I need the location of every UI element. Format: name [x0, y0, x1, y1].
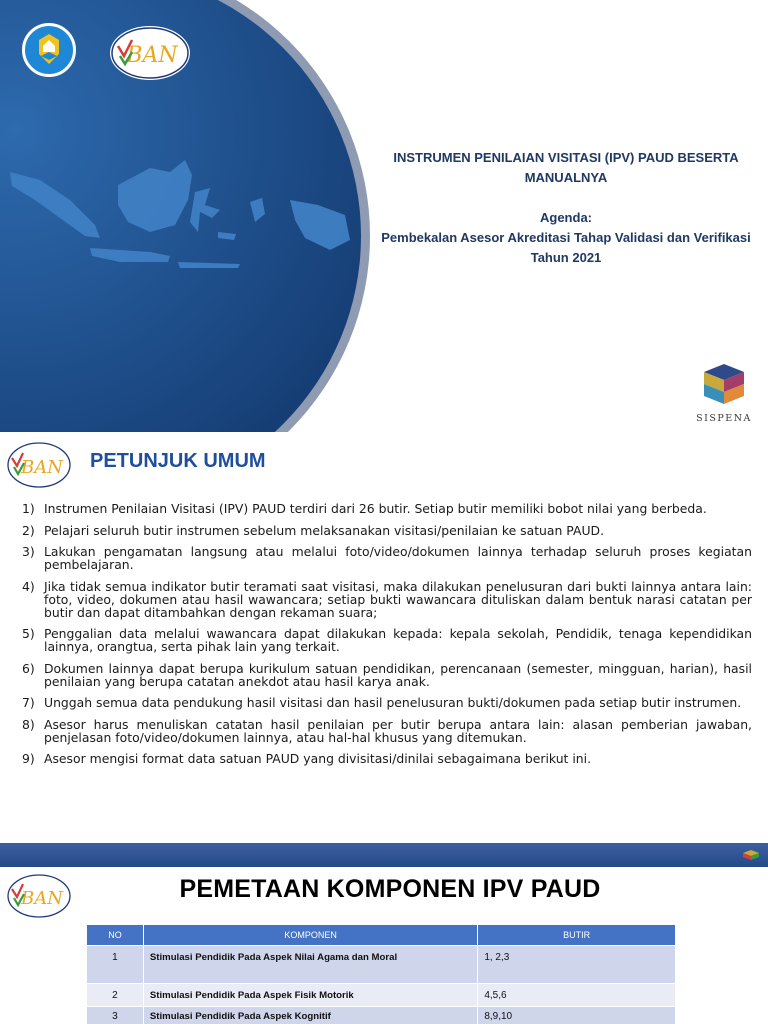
item-number: 6): [22, 660, 35, 676]
slide-title: [0, 875, 768, 904]
instruction-list: [22, 502, 752, 774]
instruction-item: [22, 524, 752, 537]
section-heading: PETUNJUK UMUM: [90, 450, 266, 472]
ban-logo: [6, 440, 72, 490]
cell-butir: 4,5,6: [478, 984, 676, 1007]
slide-header-bar: [0, 843, 768, 867]
table-header-row: [87, 925, 676, 946]
item-text: Lakukan pengamatan langsung atau melalui foto/video/dokumen lainnya terhadap seluruh proses kegiatan pembelajaran.: [44, 544, 752, 572]
ban-logo-text: BAN: [126, 43, 178, 68]
cell-komponen: Stimulasi Pendidik Pada Aspek Nilai Agama dan Moral: [143, 946, 477, 984]
cell-butir: 1, 2,3: [478, 946, 676, 984]
sispena-logo: [690, 362, 758, 424]
petunjuk-umum-slide: [0, 432, 768, 840]
column-header-butir: BUTIR: [478, 925, 676, 946]
item-text: Instrumen Penilaian Visitasi (IPV) PAUD terdiri dari 26 butir. Setiap butir memiliki bobot nilai yang berbeda.: [44, 501, 707, 516]
item-number: 7): [22, 695, 35, 710]
agenda-label: Agenda:: [540, 210, 592, 225]
cell-no: 2: [87, 984, 144, 1007]
item-text: Asesor harus menuliskan catatan hasil penilaian per butir berupa antara lain: alasan pemberian jawaban, penjelasan foto/video/dokumen lainnya, atau hal-hal khusus yang ditemukan.: [44, 716, 752, 745]
sispena-label: SISPENA: [696, 413, 752, 424]
item-number: 2): [22, 522, 35, 538]
cover-title-line1: INSTRUMEN PENILAIAN VISITASI (IPV) PAUD BESERTA: [393, 150, 739, 165]
table-row: [87, 946, 676, 984]
column-header-komponen: KOMPONEN: [143, 925, 477, 946]
column-header-no: NO: [87, 925, 144, 946]
instruction-item: [22, 580, 752, 619]
ban-emblem: [6, 440, 72, 490]
item-number: 8): [22, 716, 35, 732]
cell-komponen: Stimulasi Pendidik Pada Aspek Kognitif: [143, 1007, 477, 1024]
sispena-mini-icon: [742, 849, 760, 861]
item-text: Penggalian data melalui wawancara dapat dilakukan kepada: kepala sekolah, Pendidik, tenaga kependidikan lainnya, orangtua, serta pihak lain yang terkait.: [44, 626, 752, 654]
ban-logo-text: BAN: [21, 457, 63, 478]
item-number: 5): [22, 626, 35, 641]
instruction-item: [22, 627, 752, 653]
table-row: [87, 1007, 676, 1024]
item-text: Asesor mengisi format data satuan PAUD yang divisitasi/dinilai sebagaimana berikut ini.: [44, 751, 592, 766]
table-row: [87, 984, 676, 1007]
agenda-line2: Tahun 2021: [530, 250, 602, 265]
item-number: 3): [22, 544, 35, 559]
slide-title-text: PEMETAAN KOMPONEN IPV PAUD: [179, 875, 601, 903]
cell-no: 1: [87, 946, 144, 984]
instruction-item: [22, 545, 752, 571]
komponen-table: [86, 924, 676, 1024]
cell-no: 3: [87, 1007, 144, 1024]
instruction-item: [22, 696, 752, 709]
tut-wuri-handayani-logo: [22, 23, 76, 77]
pemetaan-komponen-slide: [0, 840, 768, 1024]
instruction-item: [22, 662, 752, 688]
instruction-item: [22, 752, 752, 765]
ban-emblem: [110, 26, 190, 80]
cover-title-block: [366, 148, 766, 268]
item-number: 9): [22, 751, 35, 766]
item-text: Pelajari seluruh butir instrumen sebelum melaksanakan visitasi/penilaian ke satuan PAUD.: [44, 522, 605, 538]
sispena-mark-icon: [696, 362, 752, 406]
agenda-line1: Pembekalan Asesor Akreditasi Tahap Validasi dan Verifikasi: [381, 230, 751, 245]
item-number: 4): [22, 578, 35, 594]
emblem-icon: [29, 30, 69, 70]
instruction-item: [22, 502, 752, 515]
cell-komponen: Stimulasi Pendidik Pada Aspek Fisik Motorik: [143, 984, 477, 1007]
cell-butir: 8,9,10: [478, 1007, 676, 1024]
item-text: Unggah semua data pendukung hasil visitasi dan hasil penelusuran bukti/dokumen pada setiap butir instrumen.: [44, 695, 742, 710]
ban-logo-text: BAN: [21, 888, 63, 909]
item-number: 1): [22, 501, 35, 516]
cover-slide: [0, 0, 768, 432]
item-text: Jika tidak semua indikator butir teramati saat visitasi, maka dilakukan penelusuran dari bukti lainnya antara lain: foto, video, dokumen atau hasil wawancara; setiap bukti wawancara dituliskan dalam bentuk narasi catatan per butir dan dapat ditambahkan dengan rekaman suara;: [44, 578, 752, 620]
cover-title-line2: MANUALNYA: [524, 170, 608, 185]
instruction-item: [22, 718, 752, 744]
item-text: Dokumen lainnya dapat berupa kurikulum satuan pendidikan, perencanaan (semester, mingguan, harian), hasil penilaian yang berupa catatan anekdot atau hasil karya anak.: [44, 660, 752, 689]
ban-paud-logo: [110, 26, 190, 80]
